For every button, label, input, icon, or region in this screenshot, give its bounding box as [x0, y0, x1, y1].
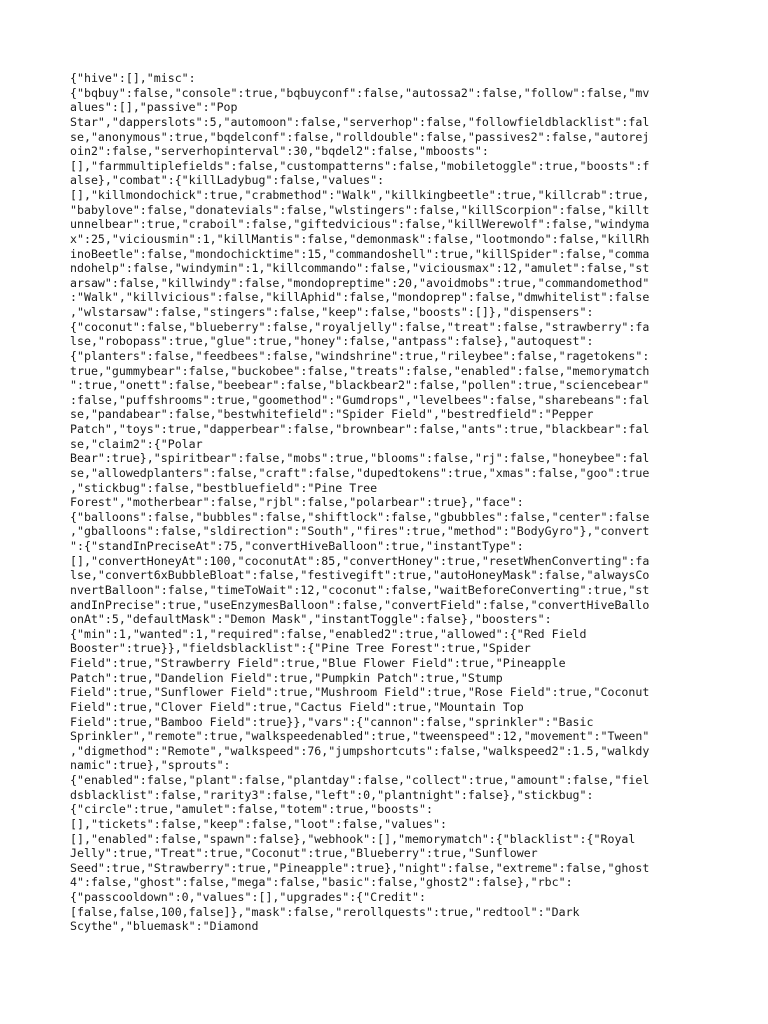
text-line: {"min":1,"wanted":1,"required":false,"enabled2":true,"allowed":{"Red Field [70, 626, 587, 641]
text-line: ":true,"onett":false,"beebear":false,"blackbear2":false,"pollen":true,"sciencebear" [70, 378, 650, 393]
text-line: Field":true,"Strawberry Field":true,"Blue Flower Field":true,"Pineapple [70, 656, 566, 670]
text-line: lse,"robopass":true,"glue":true,"honey":false,"antpass":false},"autoquest": [70, 334, 594, 349]
text-line: true,"gummybear":false,"buckobee":false,"treats":false,"enabled":false,"memorymatch [70, 363, 650, 378]
text-line: se,"anonymous":true,"bqdelconf":false,"rolldouble":false,"passives2":false,"autorej [70, 129, 650, 144]
text-line: {"enabled":false,"plant":false,"plantday":false,"collect":true,"amount":false,"fiel [70, 773, 650, 787]
text-line: [],"convertHoneyAt":100,"coconutAt":85,"convertHoney":true,"resetWhenConverting":fa [70, 553, 650, 568]
text-line: {"coconut":false,"blueberry":false,"royaljelly":false,"treat":false,"strawberry":fa [70, 319, 650, 334]
text-line: {"hive":[],"misc": [70, 71, 196, 85]
text-line: onAt":5,"defaultMask":"Demon Mask","instantToggle":false},"boosters": [70, 612, 552, 627]
text-line: [],"farmmultiplefields":false,"custompatterns":false,"mobiletoggle":true,"boosts":f [70, 158, 650, 173]
text-line: [false,false,100,false]},"mask":false,"rerollquests":true,"redtool":"Dark [70, 904, 580, 919]
text-line: se,"pandabear":false,"bestwhitefield":"Spider Field","bestredfield":"Pepper [70, 407, 594, 422]
document-text [70, 71, 700, 934]
text-line: namic":true},"sprouts": [70, 758, 231, 773]
text-line: ,"gballoons":false,"sldirection":"South","fires":true,"method":"BodyGyro"},"convert [70, 524, 650, 539]
text-line: andInPrecise":true,"useEnzymesBalloon":false,"convertField":false,"convertHiveBallo [70, 597, 650, 612]
text-line: ,"stickbug":false,"bestbluefield":"Pine Tree [70, 480, 378, 495]
text-line: [],"enabled":false,"spawn":false},"webhook":[],"memorymatch":{"blacklist":{"Royal [70, 831, 636, 846]
text-line: ":{"standInPreciseAt":75,"convertHiveBalloon":true,"instantType": [70, 539, 524, 553]
text-line: Star","dapperslots":5,"automoon":false,"serverhop":false,"followfieldblacklist":fal [70, 114, 650, 129]
text-line: Field":true,"Bamboo Field":true}},"vars":{"cannon":false,"sprinkler":"Basic [70, 714, 594, 729]
text-line: nvertBalloon":false,"timeToWait":12,"coconut":false,"waitBeforeConverting":true,"st [70, 582, 650, 597]
text-line: se,"claim2":{"Polar [70, 436, 203, 451]
text-line: :false,"puffshrooms":true,"goomethod":"Gumdrops","levelbees":false,"sharebeans":fal [70, 392, 650, 407]
text-line: Forest","motherbear":false,"rjbl":false,"polarbear":true},"face": [70, 495, 524, 510]
text-line: {"bqbuy":false,"console":true,"bqbuyconf":false,"autossa2":false,"follow":false,"mv [70, 85, 650, 100]
text-line: [],"tickets":false,"keep":false,"loot":false,"values": [70, 816, 447, 831]
text-line: se,"allowedplanters":false,"craft":false,"dupedtokens":true,"xmas":false,"goo":true [70, 465, 650, 480]
text-line: Field":true,"Clover Field":true,"Cactus Field":true,"Mountain Top [70, 699, 524, 714]
text-line: Sprinkler","remote":true,"walkspeedenabled":true,"tweenspeed":12,"movement":"Tween" [70, 729, 650, 744]
text-line: Patch","toys":true,"dapperbear":false,"brownbear":false,"ants":true,"blackbear":fal [70, 422, 650, 436]
text-line: arsaw":false,"killwindy":false,"mondopreptime":20,"avoidmobs":true,"commandomethod" [70, 275, 650, 290]
text-line: Bear":true},"spiritbear":false,"mobs":true,"blooms":false,"rj":false,"honeybee":fal [70, 451, 650, 466]
text-line: Seed":true,"Strawberry":true,"Pineapple":true},"night":false,"extreme":false,"ghost [70, 860, 650, 875]
text-line: inoBeetle":false,"mondochicktime":15,"commandoshell":true,"killSpider":false,"comma [70, 246, 650, 261]
text-line: Jelly":true,"Treat":true,"Coconut":true,"Blueberry":true,"Sunflower [70, 846, 538, 861]
text-line: "babylove":false,"donatevials":false,"wlstingers":false,"killScorpion":false,"killt [70, 202, 650, 217]
text-line: {"balloons":false,"bubbles":false,"shiftlock":false,"gbubbles":false,"center":false [70, 509, 650, 524]
text-line: {"passcooldown":0,"values":[],"upgrades":{"Credit": [70, 890, 426, 904]
text-line: Booster":true}},"fieldsblacklist":{"Pine Tree Forest":true,"Spider [70, 641, 531, 656]
text-line: alse},"combat":{"killLadybug":false,"values": [70, 173, 385, 188]
text-line: {"planters":false,"feedbees":false,"windshrine":true,"rileybee":false,"ragetokens": [70, 348, 650, 363]
text-line: [],"killmondochick":true,"crabmethod":"Walk","killkingbeetle":true,"killcrab":true, [70, 188, 650, 202]
text-line: x":25,"viciousmin":1,"killMantis":false,"demonmask":false,"lootmondo":false,"killRh [70, 231, 650, 246]
text-line: Patch":true,"Dandelion Field":true,"Pumpkin Patch":true,"Stump [70, 670, 503, 685]
text-line: ,"wlstarsaw":false,"stingers":false,"keep":false,"boosts":[]},"dispensers": [70, 305, 594, 319]
text-line: ,"digmethod":"Remote","walkspeed":76,"jumpshortcuts":false,"walkspeed2":1.5,"walkdy [70, 743, 650, 758]
text-line: oin2":false,"serverhopinterval":30,"bqdel2":false,"mboosts": [70, 144, 489, 159]
text-line: Scythe","bluemask":"Diamond [70, 919, 259, 934]
text-line: dsblacklist":false,"rarity3":false,"left":0,"plantnight":false},"stickbug": [70, 787, 594, 802]
text-line: :"Walk","killvicious":false,"killAphid":false,"mondoprep":false,"dmwhitelist":false [70, 290, 650, 305]
text-line: unnelbear":true,"craboil":false,"giftedvicious":false,"killWerewolf":false,"windyma [70, 217, 650, 232]
text-line: {"circle":true,"amulet":false,"totem":true,"boosts": [70, 802, 433, 817]
text-line: lse,"convert6xBubbleBloat":false,"festivegift":true,"autoHoneyMask":false,"alwaysCo [70, 568, 650, 583]
text-line: alues":[],"passive":"Pop [70, 100, 238, 115]
text-line: ndohelp":false,"windymin":1,"killcommando":false,"viciousmax":12,"amulet":false,"st [70, 261, 650, 276]
text-line: 4":false,"ghost":false,"mega":false,"basic":false,"ghost2":false},"rbc": [70, 875, 573, 890]
text-line: Field":true,"Sunflower Field":true,"Mushroom Field":true,"Rose Field":true,"Coconut [70, 685, 650, 700]
